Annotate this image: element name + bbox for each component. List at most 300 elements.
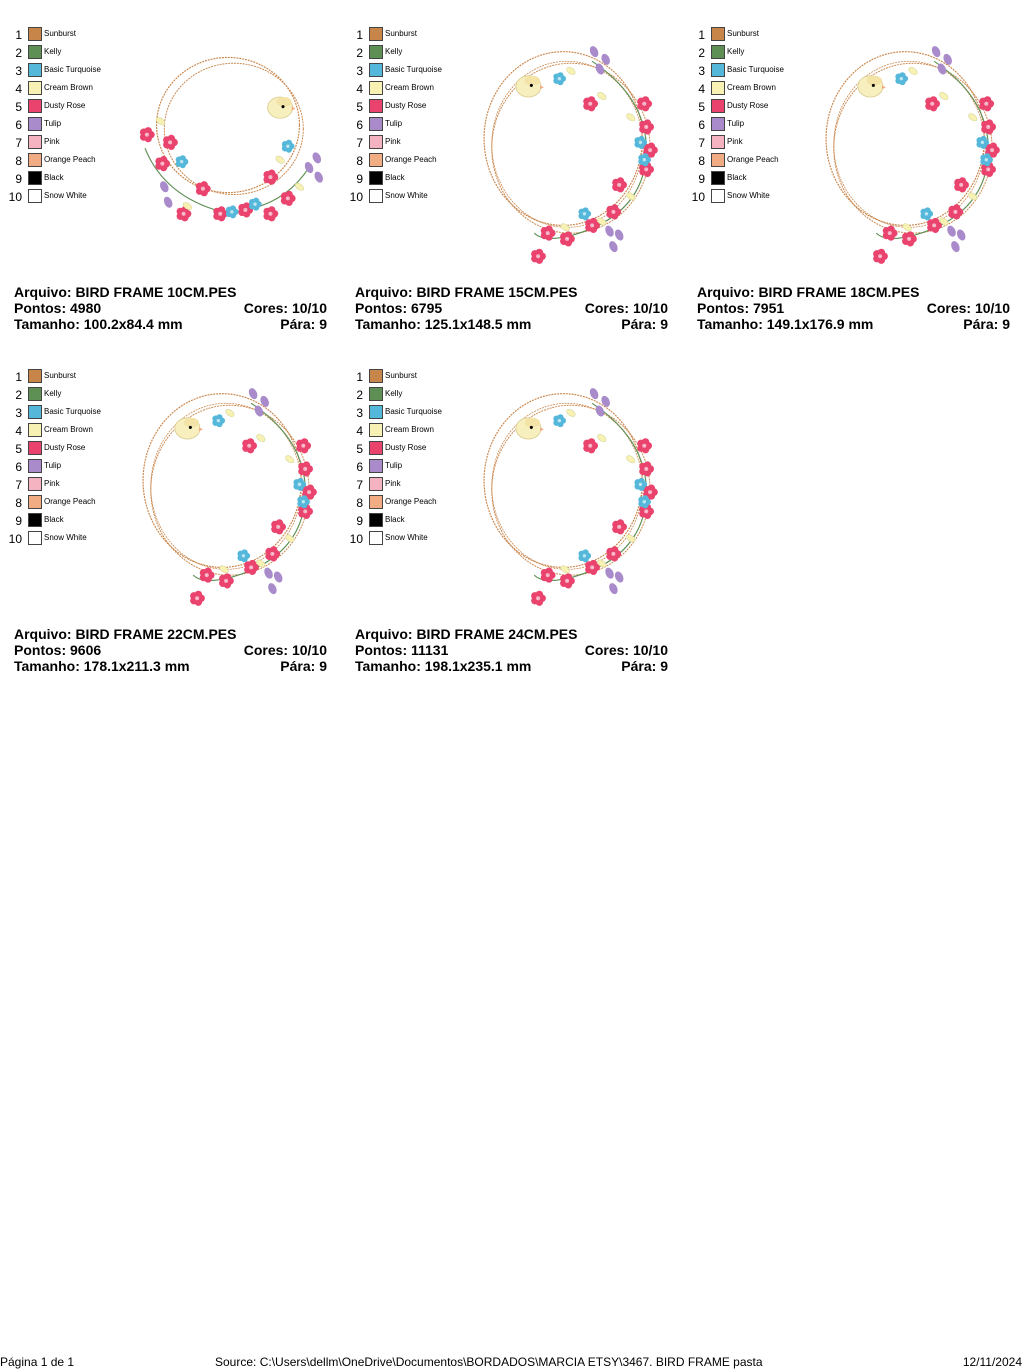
flower-motif xyxy=(531,249,546,264)
legend-row xyxy=(355,44,475,62)
color-swatch xyxy=(711,117,725,131)
design-size: Tamanho: 178.1x211.3 mm xyxy=(14,658,190,674)
leaf-motif xyxy=(219,564,230,574)
legend-color-name: Orange Peach xyxy=(727,155,779,164)
design-size: Tamanho: 198.1x235.1 mm xyxy=(355,658,532,674)
color-swatch xyxy=(28,81,42,95)
leaf-motif xyxy=(560,222,571,232)
flower-motif xyxy=(242,438,257,453)
legend-row xyxy=(697,116,817,134)
legend-color-name: Black xyxy=(44,173,64,182)
legend-color-name: Orange Peach xyxy=(385,497,437,506)
legend-number: 6 xyxy=(15,118,22,132)
color-swatch xyxy=(369,423,383,437)
color-swatch xyxy=(28,405,42,419)
info-line xyxy=(14,658,327,674)
frame-ring xyxy=(151,405,309,575)
tulip-bud-motif xyxy=(600,52,612,66)
tulip-bud-motif xyxy=(266,582,278,596)
legend-color-name: Dusty Rose xyxy=(727,101,769,110)
stop-count: Pára: 9 xyxy=(621,658,668,674)
legend-row xyxy=(697,152,817,170)
flower-motif xyxy=(606,204,621,219)
flower-motif xyxy=(176,155,189,168)
legend-number: 4 xyxy=(356,82,363,96)
flower-motif xyxy=(606,546,621,561)
legend-number: 7 xyxy=(15,478,22,492)
design-info xyxy=(14,284,327,332)
color-swatch xyxy=(369,189,383,203)
info-line xyxy=(355,626,668,642)
legend-color-name: Basic Turquoise xyxy=(385,407,442,416)
info-line xyxy=(14,300,327,316)
flower-motif xyxy=(583,96,598,111)
color-swatch xyxy=(369,99,383,113)
leaf-motif xyxy=(625,454,636,464)
legend-color-name: Black xyxy=(385,515,405,524)
legend-row xyxy=(14,98,134,116)
color-count: Cores: 10/10 xyxy=(926,300,1010,316)
leaf-motif xyxy=(255,433,266,443)
legend-number: 1 xyxy=(15,370,22,384)
flower-motif xyxy=(578,207,591,220)
color-swatch xyxy=(369,153,383,167)
embroidery-preview xyxy=(122,42,334,264)
color-swatch xyxy=(28,441,42,455)
legend-number: 7 xyxy=(698,136,705,150)
source-path: Source: C:\Users\dellm\OneDrive\Documentos\BORDADOS\MARCIA ETSY\3467. BIRD FRAME pasta xyxy=(215,1355,763,1369)
flower-motif xyxy=(298,461,313,476)
color-swatch xyxy=(711,63,725,77)
frame-ring xyxy=(164,63,303,194)
legend-row xyxy=(14,44,134,62)
legend-number: 4 xyxy=(15,424,22,438)
tulip-bud-motif xyxy=(311,151,323,165)
legend-number: 6 xyxy=(356,460,363,474)
frame-ring xyxy=(834,61,985,227)
leaf-motif xyxy=(224,408,235,418)
color-swatch xyxy=(369,495,383,509)
legend-color-name: Cream Brown xyxy=(44,83,93,92)
stitch-count: Pontos: 7951 xyxy=(697,300,785,316)
legend-number: 2 xyxy=(356,46,363,60)
legend-number: 9 xyxy=(698,172,705,186)
info-line xyxy=(697,316,1010,332)
legend-color-name: Kelly xyxy=(727,47,745,56)
legend-row xyxy=(355,458,475,476)
flower-motif xyxy=(920,207,933,220)
legend-number: 7 xyxy=(356,478,363,492)
legend-color-name: Basic Turquoise xyxy=(727,65,784,74)
frame-ring xyxy=(492,61,643,227)
tulip-bud-motif xyxy=(607,582,619,596)
legend-number: 1 xyxy=(356,370,363,384)
tulip-bud-motif xyxy=(607,240,619,254)
legend-row xyxy=(691,188,817,206)
legend-row xyxy=(8,530,134,548)
legend-color-name: Orange Peach xyxy=(44,155,96,164)
color-swatch xyxy=(28,477,42,491)
color-count: Cores: 10/10 xyxy=(243,300,327,316)
design-card xyxy=(349,26,675,332)
legend-row xyxy=(697,98,817,116)
legend-color-name: Sunburst xyxy=(44,29,77,38)
flower-motif xyxy=(979,96,994,111)
legend-row xyxy=(355,62,475,80)
flower-motif xyxy=(265,546,280,561)
color-swatch xyxy=(28,99,42,113)
legend-color-name: Basic Turquoise xyxy=(44,65,101,74)
legend-row xyxy=(349,188,475,206)
flower-motif xyxy=(948,204,963,219)
stop-count: Pára: 9 xyxy=(280,658,327,674)
legend-row xyxy=(14,386,134,404)
legend-number: 2 xyxy=(356,388,363,402)
legend-row xyxy=(355,386,475,404)
legend-color-name: Sunburst xyxy=(385,29,418,38)
legend-row xyxy=(355,152,475,170)
legend-color-name: Cream Brown xyxy=(385,425,434,434)
leaf-motif xyxy=(625,112,636,122)
tulip-bud-motif xyxy=(263,566,275,580)
legend-row xyxy=(14,170,134,188)
legend-color-name: Snow White xyxy=(385,533,428,542)
tulip-bud-motif xyxy=(942,52,954,66)
legend-color-name: Tulip xyxy=(44,119,62,128)
leaf-motif xyxy=(596,433,607,443)
page-number: Página 1 de 1 xyxy=(0,1355,75,1369)
color-swatch xyxy=(369,81,383,95)
legend-row xyxy=(14,152,134,170)
stitch-count: Pontos: 4980 xyxy=(14,300,102,316)
flower-motif xyxy=(155,156,170,171)
color-swatch xyxy=(28,27,42,41)
color-swatch xyxy=(369,387,383,401)
legend-number: 4 xyxy=(356,424,363,438)
design-card xyxy=(8,26,334,332)
flower-motif xyxy=(271,519,286,534)
legend-number: 3 xyxy=(356,406,363,420)
flower-motif xyxy=(281,191,296,206)
color-count: Cores: 10/10 xyxy=(243,642,327,658)
legend-row xyxy=(355,440,475,458)
color-swatch xyxy=(369,405,383,419)
color-swatch xyxy=(28,189,42,203)
tulip-bud-motif xyxy=(613,570,625,584)
flower-motif xyxy=(190,591,205,606)
legend-number: 3 xyxy=(15,406,22,420)
bird-motif xyxy=(175,418,203,439)
flower-motif xyxy=(263,170,278,185)
flower-motif xyxy=(237,549,250,562)
legend-row xyxy=(355,170,475,188)
color-swatch xyxy=(711,99,725,113)
leaf-motif xyxy=(275,155,286,165)
flower-motif xyxy=(560,573,575,588)
flower-motif xyxy=(639,461,654,476)
legend-number: 1 xyxy=(356,28,363,42)
legend-row xyxy=(697,80,817,98)
color-swatch xyxy=(28,117,42,131)
legend-number: 5 xyxy=(698,100,705,114)
tulip-bud-motif xyxy=(949,240,961,254)
legend-color-name: Pink xyxy=(44,137,60,146)
legend-color-name: Dusty Rose xyxy=(385,101,427,110)
color-swatch xyxy=(369,27,383,41)
legend-number: 10 xyxy=(349,532,363,546)
legend-number: 5 xyxy=(356,442,363,456)
legend-color-name: Tulip xyxy=(385,461,403,470)
print-date: 12/11/2024 xyxy=(962,1355,1022,1369)
info-line xyxy=(355,658,668,674)
leaf-motif xyxy=(284,454,295,464)
info-line xyxy=(14,316,327,332)
legend-color-name: Snow White xyxy=(44,533,87,542)
legend-color-name: Tulip xyxy=(385,119,403,128)
legend-color-name: Basic Turquoise xyxy=(44,407,101,416)
color-swatch xyxy=(28,459,42,473)
color-swatch xyxy=(369,441,383,455)
design-card xyxy=(691,26,1017,332)
flower-motif xyxy=(612,177,627,192)
legend-number: 7 xyxy=(356,136,363,150)
legend-row xyxy=(14,62,134,80)
legend-color-name: Sunburst xyxy=(44,371,77,380)
stitch-count: Pontos: 6795 xyxy=(355,300,443,316)
legend-number: 4 xyxy=(698,82,705,96)
leaf-motif xyxy=(907,66,918,76)
legend-number: 10 xyxy=(691,190,705,204)
legend-number: 5 xyxy=(15,442,22,456)
design-info xyxy=(14,626,327,674)
color-swatch xyxy=(28,531,42,545)
legend-number: 6 xyxy=(15,460,22,474)
design-card xyxy=(8,368,334,674)
color-swatch xyxy=(28,45,42,59)
legend-row xyxy=(697,134,817,152)
stop-count: Pára: 9 xyxy=(621,316,668,332)
flower-motif xyxy=(873,249,888,264)
legend-color-name: Kelly xyxy=(44,389,62,398)
color-swatch xyxy=(369,117,383,131)
leaf-motif xyxy=(938,91,949,101)
legend-row xyxy=(14,440,134,458)
legend-color-name: Cream Brown xyxy=(727,83,776,92)
design-size: Tamanho: 100.2x84.4 mm xyxy=(14,316,183,332)
legend-number: 1 xyxy=(15,28,22,42)
file-name: Arquivo: BIRD FRAME 15CM.PES xyxy=(355,284,578,300)
legend-color-name: Tulip xyxy=(44,461,62,470)
legend-color-name: Kelly xyxy=(44,47,62,56)
legend-row xyxy=(14,134,134,152)
design-size: Tamanho: 125.1x148.5 mm xyxy=(355,316,532,332)
flower-motif xyxy=(637,438,652,453)
embroidery-preview xyxy=(805,42,1017,264)
legend-color-name: Black xyxy=(727,173,747,182)
legend-row xyxy=(355,368,475,386)
legend-row xyxy=(14,368,134,386)
flower-motif xyxy=(578,549,591,562)
legend-row xyxy=(355,512,475,530)
legend-row xyxy=(14,404,134,422)
legend-color-name: Orange Peach xyxy=(44,497,96,506)
bird-motif xyxy=(858,76,886,97)
design-info xyxy=(697,284,1010,332)
flower-motif xyxy=(612,519,627,534)
legend-color-name: Pink xyxy=(385,137,401,146)
legend-row xyxy=(697,170,817,188)
legend-row xyxy=(14,494,134,512)
legend-row xyxy=(355,422,475,440)
flower-motif xyxy=(583,438,598,453)
file-name: Arquivo: BIRD FRAME 18CM.PES xyxy=(697,284,920,300)
color-swatch xyxy=(28,63,42,77)
legend-number: 10 xyxy=(349,190,363,204)
file-name: Arquivo: BIRD FRAME 24CM.PES xyxy=(355,626,578,642)
legend-color-name: Basic Turquoise xyxy=(385,65,442,74)
flower-motif xyxy=(196,181,211,196)
legend-number: 8 xyxy=(698,154,705,168)
legend-row xyxy=(355,26,475,44)
flower-motif xyxy=(226,205,239,218)
legend-row xyxy=(355,98,475,116)
legend-color-name: Cream Brown xyxy=(44,425,93,434)
frame-ring xyxy=(492,63,650,233)
legend-number: 8 xyxy=(356,496,363,510)
legend-color-name: Pink xyxy=(44,479,60,488)
embroidery-preview xyxy=(463,42,675,264)
flower-motif xyxy=(531,591,546,606)
legend-color-name: Dusty Rose xyxy=(385,443,427,452)
tulip-bud-motif xyxy=(613,228,625,242)
legend-number: 5 xyxy=(15,100,22,114)
legend-row xyxy=(697,44,817,62)
legend-number: 3 xyxy=(15,64,22,78)
legend-color-name: Orange Peach xyxy=(385,155,437,164)
flower-motif xyxy=(553,72,566,85)
flower-motif xyxy=(282,140,295,153)
info-line xyxy=(355,642,668,658)
flower-motif xyxy=(954,177,969,192)
legend-color-name: Sunburst xyxy=(385,371,418,380)
color-swatch xyxy=(711,171,725,185)
info-line xyxy=(355,284,668,300)
legend-number: 6 xyxy=(356,118,363,132)
color-swatch xyxy=(369,135,383,149)
legend-number: 4 xyxy=(15,82,22,96)
leaf-motif xyxy=(565,66,576,76)
legend-row xyxy=(355,494,475,512)
legend-row xyxy=(697,62,817,80)
color-swatch xyxy=(711,135,725,149)
bird-motif xyxy=(516,76,544,97)
tulip-bud-motif xyxy=(303,161,315,175)
color-swatch xyxy=(28,135,42,149)
flower-motif xyxy=(553,414,566,427)
legend-number: 9 xyxy=(15,514,22,528)
color-swatch xyxy=(28,387,42,401)
legend-color-name: Pink xyxy=(727,137,743,146)
leaf-motif xyxy=(902,222,913,232)
color-swatch xyxy=(711,27,725,41)
info-line xyxy=(697,300,1010,316)
info-line xyxy=(14,626,327,642)
tulip-bud-motif xyxy=(604,566,616,580)
legend-number: 2 xyxy=(698,46,705,60)
legend-number: 9 xyxy=(15,172,22,186)
color-swatch xyxy=(28,423,42,437)
frame-ring xyxy=(492,403,643,569)
legend-number: 5 xyxy=(356,100,363,114)
flower-motif xyxy=(637,96,652,111)
legend-row xyxy=(14,116,134,134)
bird-motif xyxy=(268,97,296,118)
legend-number: 1 xyxy=(698,28,705,42)
legend-number: 2 xyxy=(15,388,22,402)
color-swatch xyxy=(369,171,383,185)
info-line xyxy=(355,300,668,316)
legend-row xyxy=(14,512,134,530)
legend-row xyxy=(355,116,475,134)
legend-row xyxy=(14,26,134,44)
legend-number: 8 xyxy=(15,154,22,168)
page-footer xyxy=(0,1354,1024,1370)
flower-motif xyxy=(249,198,262,211)
flower-motif xyxy=(140,127,155,142)
legend-color-name: Dusty Rose xyxy=(44,101,86,110)
color-swatch xyxy=(28,513,42,527)
leaf-motif xyxy=(294,182,305,192)
design-info xyxy=(355,284,668,332)
color-swatch xyxy=(711,189,725,203)
stop-count: Pára: 9 xyxy=(963,316,1010,332)
stop-count: Pára: 9 xyxy=(280,316,327,332)
legend-row xyxy=(697,26,817,44)
flower-motif xyxy=(219,573,234,588)
legend-row xyxy=(14,80,134,98)
legend-number: 6 xyxy=(698,118,705,132)
color-swatch xyxy=(28,369,42,383)
bird-motif xyxy=(516,418,544,439)
legend-number: 7 xyxy=(15,136,22,150)
legend-number: 3 xyxy=(356,64,363,78)
frame-ring xyxy=(834,63,992,233)
frame-ring xyxy=(492,405,650,575)
color-count: Cores: 10/10 xyxy=(584,300,668,316)
flower-motif xyxy=(902,231,917,246)
flower-motif xyxy=(639,119,654,134)
color-swatch xyxy=(369,45,383,59)
design-card xyxy=(349,368,675,674)
legend-color-name: Black xyxy=(44,515,64,524)
flower-motif xyxy=(981,119,996,134)
color-swatch xyxy=(369,477,383,491)
tulip-bud-motif xyxy=(955,228,967,242)
frame-ring xyxy=(151,403,302,569)
leaf-motif xyxy=(967,112,978,122)
flower-motif xyxy=(925,96,940,111)
legend-row xyxy=(355,80,475,98)
legend-color-name: Dusty Rose xyxy=(44,443,86,452)
flower-motif xyxy=(560,231,575,246)
legend-row xyxy=(355,404,475,422)
color-swatch xyxy=(28,495,42,509)
legend-color-name: Kelly xyxy=(385,389,403,398)
legend-color-name: Pink xyxy=(385,479,401,488)
legend-color-name: Tulip xyxy=(727,119,745,128)
tulip-bud-motif xyxy=(272,570,284,584)
legend-row xyxy=(8,188,134,206)
